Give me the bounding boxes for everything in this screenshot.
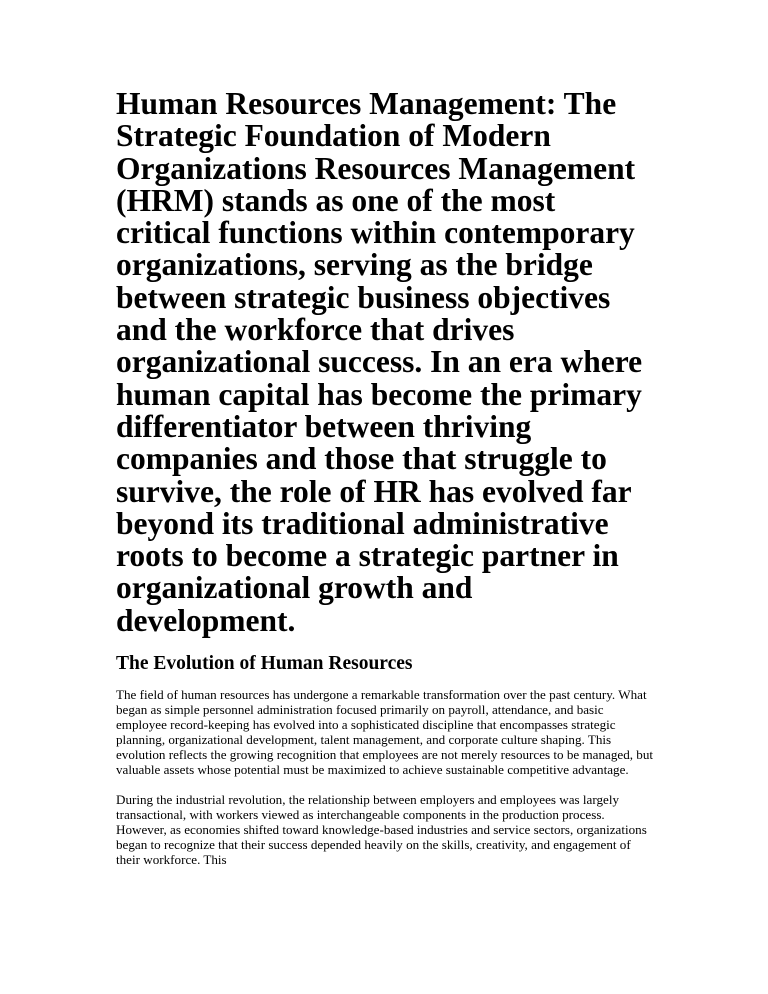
- section-heading: The Evolution of Human Resources: [116, 653, 413, 675]
- document-page: [116, 88, 656, 867]
- paragraph: During the industrial revolution, the relationship between employers and employees was largely transactional, with workers viewed as interchangeable components in the production process. However, as economies shifted toward knowledge-based industries and service sectors, organizations began to recognize that their success depended heavily on the skills, creativity, and engagement of their workforce. This: [116, 792, 647, 868]
- document-title: Human Resources Management: The Strategic Foundation of Modern Organizations Resources Management (HRM) stands as one of the most critical functions within contemporary organizations, serving as the bridge between strategic business objectives and the workforce that drives organizational success. In an era where human capital has become the primary differentiator between thriving companies and those that struggle to survive, the role of HR has evolved far beyond its traditional administrative roots to become a strategic partner in organizational growth and development.: [116, 86, 643, 638]
- paragraph: The field of human resources has undergone a remarkable transformation over the past century. What began as simple personnel administration focused primarily on payroll, attendance, and basic employee record-keeping has evolved into a sophisticated discipline that encompasses strategic planning, organizational development, talent management, and corporate culture shaping. This evolution reflects the growing recognition that employees are not merely resources to be managed, but valuable assets whose potential must be maximized to achieve sustainable competitive advantage.: [116, 687, 654, 778]
